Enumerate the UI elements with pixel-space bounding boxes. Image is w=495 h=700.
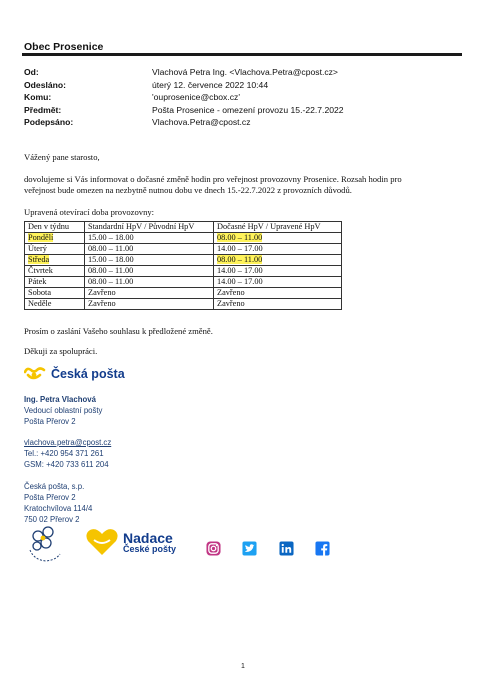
facebook-icon[interactable] [315,541,330,556]
table-cell-day [25,233,85,244]
instagram-icon[interactable] [206,541,221,556]
table-cell-standard: 08.00 – 11.00 [85,277,214,288]
table-header-row [25,222,342,233]
letter-intro-paragraph: dovolujeme si Vás informovat o dočasné změně hodin pro veřejnost provozovny Prosenice. Rozsah hodin pro veřejnost bude omezen na nezbytně nutnou dobu ve dnech 15.-22.7.2022 z provozních důvodů. [24,174,402,195]
table-cell-day: Pátek [25,277,85,288]
meta-row-sent [24,79,464,92]
signer-office: Pošta Přerov 2 [24,417,76,426]
title-divider [22,53,462,56]
meta-row-subject [24,104,464,117]
letter-greeting: Vážený pane starosto, [24,152,100,162]
address-line: Pošta Přerov 2 [24,493,76,502]
table-cell-temporary: 14.00 – 17.00 [214,244,342,255]
meta-row-signed [24,116,464,129]
signer-role: Vedoucí oblastní pošty [24,406,103,415]
post-horn-icon [24,366,46,382]
page-number: 1 [241,663,245,670]
table-cell-standard: Zavřeno [85,288,214,299]
table-row [25,277,342,288]
table-row [25,233,342,244]
meta-value-signed: Vlachova.Petra@cpost.cz [152,117,251,127]
table-cell-temporary [214,255,342,266]
meta-value-from: Vlachová Petra Ing. <Vlachova.Petra@cpost.cz> [152,67,338,77]
letter-thanks: Děkuji za spolupráci. [24,346,98,356]
meta-label: Od: [24,67,39,77]
meta-value-to: 'ouprosenice@cbox.cz' [152,92,240,102]
signer-name: Ing. Petra Vlachová [24,395,96,404]
table-cell-temporary: 14.00 – 17.00 [214,266,342,277]
meta-label: Předmět: [24,104,62,115]
signer-email-link[interactable]: vlachova.petra@cpost.cz [24,438,112,447]
table-row [25,244,342,255]
meta-label: Komu: [24,92,52,102]
table-cell-temporary: Zavřeno [214,288,342,299]
address-line: 750 02 Přerov 2 [24,515,80,524]
table-cell-day: Úterý [25,244,85,255]
table-header-temporary: Dočasné HpV / Upravené HpV [214,222,342,233]
table-header-day: Den v týdnu [25,222,85,233]
table-row [25,255,342,266]
meta-row-from [24,66,464,79]
table-cell-standard: 15.00 – 18.00 [85,233,214,244]
highlighted-text: Pondělí [28,233,54,242]
meta-label: Odesláno: [24,79,67,90]
table-cell-standard: 08.00 – 11.00 [85,266,214,277]
signer-mobile: GSM: +420 733 611 204 [24,460,109,469]
table-cell-standard: Zavřeno [85,299,214,310]
table-caption: Upravená otevírací doba provozovny: [24,207,155,217]
highlighted-text: 08.00 – 11.00 [217,233,263,242]
ceska-posta-logo [24,366,125,382]
twitter-icon[interactable] [242,541,257,556]
table-cell-day: Neděle [25,299,85,310]
table-row [25,266,342,277]
highlighted-text: Středa [28,255,50,264]
heart-icon [85,528,119,556]
meta-row-to [24,91,464,104]
table-row [25,288,342,299]
address-line: Česká pošta, s.p. [24,482,85,491]
table-row [25,299,342,310]
table-header-standard: Standardní HpV / Původní HpV [85,222,214,233]
table-cell-day [25,255,85,266]
linkedin-icon[interactable] [279,541,294,556]
foundation-badge-icon [24,524,76,564]
table-cell-day: Čtvrtek [25,266,85,277]
meta-value-sent: úterý 12. července 2022 10:44 [152,79,269,90]
table-cell-standard: 08.00 – 11.00 [85,244,214,255]
nadace-subtitle: České pošty [123,543,177,554]
opening-hours-table [24,221,342,310]
nadace-title: Nadace [123,529,173,546]
email-metadata [24,66,464,129]
highlighted-text: 08.00 – 11.00 [217,255,263,264]
approval-request: Prosím o zaslání Vašeho souhlasu k předložené změně. [24,326,213,336]
nadace-logo [85,528,176,556]
meta-value-subject: Pošta Prosenice - omezení provozu 15.-22.7.2022 [152,104,344,115]
table-cell-temporary: Zavřeno [214,299,342,310]
meta-label: Podepsáno: [24,117,74,127]
logo-text: Česká pošta [51,367,125,381]
organization-title: Obec Prosenice [24,41,104,53]
table-cell-day: Sobota [25,288,85,299]
table-cell-standard: 15.00 – 18.00 [85,255,214,266]
table-cell-temporary: 14.00 – 17.00 [214,277,342,288]
table-cell-temporary [214,233,342,244]
nadace-text [123,531,176,554]
address-line: Kratochvílova 114/4 [24,504,93,513]
signer-phone: Tel.: +420 954 371 261 [24,449,104,458]
